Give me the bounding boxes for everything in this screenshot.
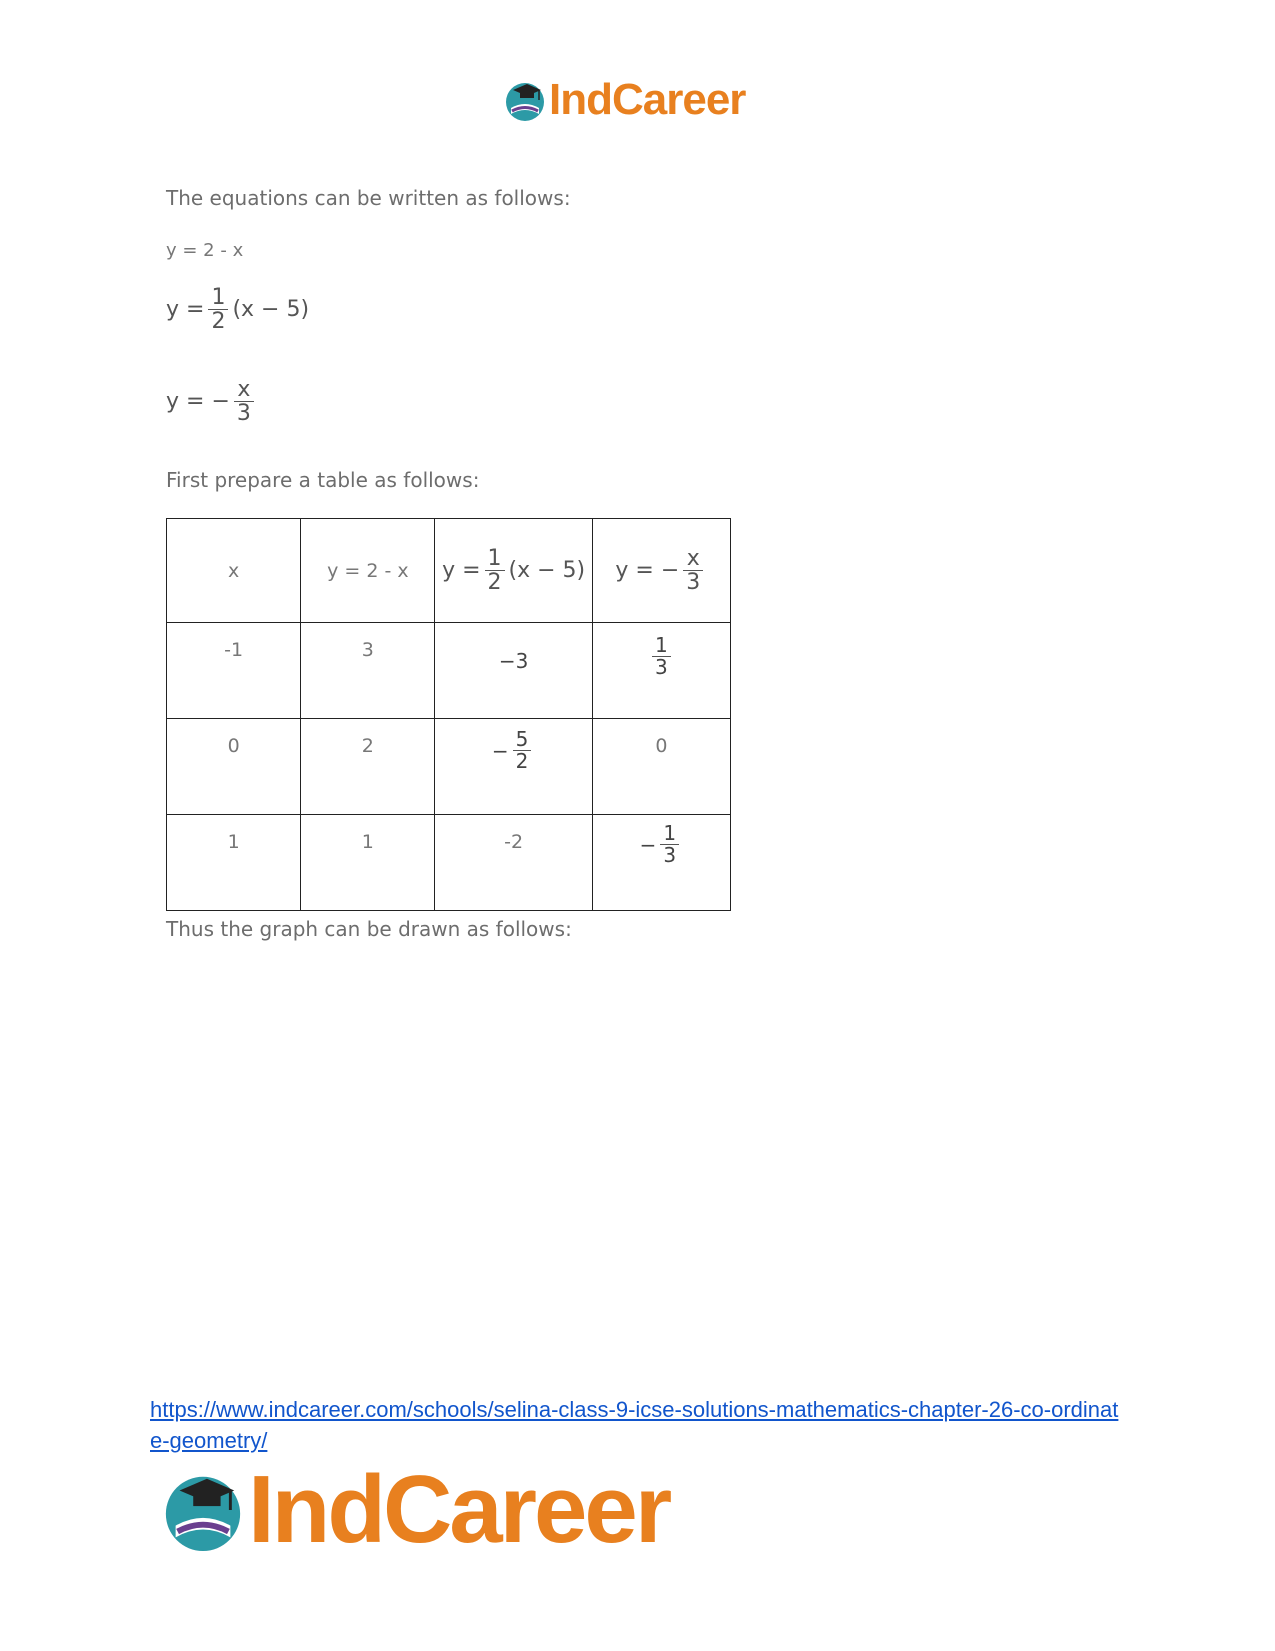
cell-y2 [435, 623, 592, 719]
equation-2-lhs: y = [166, 297, 205, 323]
header-eq3 [592, 519, 730, 623]
cell-y1: 1 [301, 815, 435, 911]
fraction-numerator: 1 [487, 545, 502, 571]
fraction-denominator: 3 [234, 401, 254, 425]
fraction [660, 823, 679, 866]
header-logo [503, 75, 746, 124]
fraction-denominator: 2 [208, 309, 228, 333]
fraction-denominator: 3 [683, 570, 703, 594]
cell-y3 [592, 623, 730, 719]
table-intro-text: First prepare a table as follows: [166, 468, 480, 492]
table-row [167, 623, 731, 719]
cell-y1: 3 [301, 623, 435, 719]
fraction-denominator: 2 [485, 570, 505, 594]
cell-x: 0 [167, 719, 301, 815]
cell-y3: 0 [592, 719, 730, 815]
equation-2 [166, 286, 309, 333]
fraction-denominator: 3 [652, 656, 671, 678]
fraction-numerator: 1 [663, 821, 677, 845]
footer-logo [160, 1456, 670, 1563]
header-x: x [167, 519, 301, 623]
fraction [485, 547, 505, 594]
cell-y3 [592, 815, 730, 911]
fraction-sign: − [491, 738, 509, 763]
cell-y1: 2 [301, 719, 435, 815]
intro-text: The equations can be written as follows: [166, 186, 571, 210]
logo-text: IndCareer [248, 1456, 670, 1563]
fraction [208, 286, 228, 333]
equation-2-rest: (x − 5) [232, 297, 310, 323]
graduation-cap-globe-icon [160, 1467, 246, 1553]
fraction [234, 378, 254, 425]
equation-3-lhs: y = − [166, 389, 230, 415]
header-eq2-rest: (x − 5) [508, 558, 586, 583]
header-eq2-lhs: y = [442, 558, 481, 583]
equation-1-text: y = 2 - x [166, 240, 244, 261]
fraction-numerator: 1 [211, 285, 226, 310]
table-row [167, 719, 731, 815]
header-eq2 [435, 519, 592, 623]
fraction [513, 729, 532, 772]
fraction [683, 547, 703, 594]
fraction-denominator: 3 [660, 844, 679, 866]
values-table [166, 518, 731, 911]
fraction-numerator: 1 [655, 632, 668, 657]
fraction-numerator: 5 [515, 727, 529, 751]
equation-1 [166, 240, 243, 261]
header-eq1: y = 2 - x [301, 519, 435, 623]
cell-x: -1 [167, 623, 301, 719]
cell-x: 1 [167, 815, 301, 911]
fraction [652, 632, 671, 679]
fraction-numerator: x [237, 377, 251, 402]
cell-y2: -2 [435, 815, 592, 911]
fraction-denominator: 2 [513, 750, 532, 772]
fraction-numerator: x [686, 545, 700, 571]
graph-intro-text: Thus the graph can be drawn as follows: [166, 917, 572, 941]
table-header-row [167, 519, 731, 623]
cell-y2-value: −3 [498, 649, 529, 673]
equation-3 [166, 378, 258, 425]
header-eq3-lhs: y = − [615, 558, 680, 583]
cell-y2 [435, 719, 592, 815]
table-row [167, 815, 731, 911]
logo-text: IndCareer [549, 75, 746, 124]
fraction-sign: − [639, 832, 657, 857]
graduation-cap-globe-icon [503, 78, 547, 122]
source-link[interactable]: https://www.indcareer.com/schools/selina-class-9-icse-solutions-mathematics-chapter-26-co-ordinate-geometry/ [150, 1397, 1119, 1453]
